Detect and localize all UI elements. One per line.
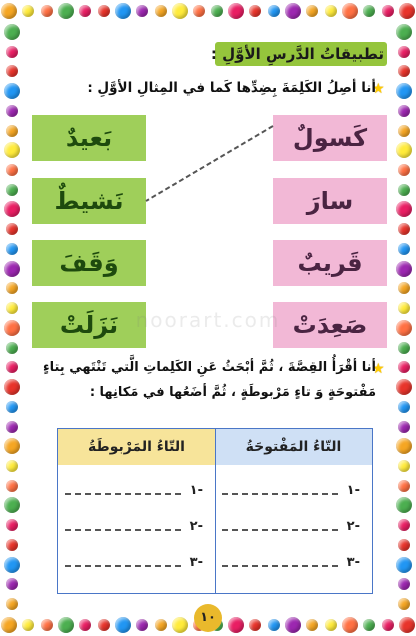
tied-taa-header: التّاءُ المَرْبوطَةُ [58, 429, 215, 465]
bead-decoration [58, 3, 74, 19]
bead-decoration [382, 619, 394, 631]
bead-decoration [398, 342, 410, 354]
bead-decoration [6, 598, 18, 610]
bead-decoration [4, 142, 20, 158]
bead-decoration [396, 201, 412, 217]
exercise1-instruction: أنا أصِلُ الكَلِمَةَ بِضِدِّها كَما في المِثالِ الأوَّلِ : [87, 80, 376, 96]
tied-taa-column [58, 429, 216, 593]
bead-decoration [4, 261, 20, 277]
bead-decoration [4, 83, 20, 99]
bead-decoration [6, 342, 18, 354]
bead-decoration [4, 24, 20, 40]
bead-decoration [398, 184, 410, 196]
bead-decoration [172, 3, 188, 19]
bead-decoration [396, 83, 412, 99]
bead-decoration [155, 619, 167, 631]
bead-decoration [6, 480, 18, 492]
bead-decoration [363, 619, 375, 631]
bead-decoration [396, 261, 412, 277]
bead-decoration [136, 5, 148, 17]
open-taa-column [215, 429, 372, 593]
bead-decoration [268, 619, 280, 631]
exercise2-instruction-line2: مَفْتوحَةٍ وَ تاءٍ مَرْبوطَةٍ ، ثُمَّ أضَعُها في مَكانِها : [89, 385, 376, 400]
bead-decoration [6, 65, 18, 77]
bead-decoration [1, 3, 17, 19]
left-word-card[interactable]: نَشيطٌ [32, 178, 146, 224]
answer-line [65, 565, 181, 567]
row-number: -١ [346, 483, 360, 498]
bead-decoration [6, 164, 18, 176]
watermark: noorart.com [135, 308, 281, 332]
bead-decoration [155, 5, 167, 17]
open-taa-header: التّاءُ المَفْتوحَةُ [215, 429, 372, 465]
bead-decoration [342, 3, 358, 19]
row-number: -٣ [346, 555, 360, 570]
answer-line [65, 493, 181, 495]
bead-decoration [342, 617, 358, 633]
bead-decoration [325, 5, 337, 17]
open-taa-answer-row[interactable] [220, 483, 360, 503]
bead-decoration [268, 5, 280, 17]
bead-decoration [98, 5, 110, 17]
tied-taa-answer-row[interactable] [63, 483, 203, 503]
bead-decoration [396, 24, 412, 40]
bead-decoration [398, 105, 410, 117]
bead-decoration [398, 243, 410, 255]
bead-decoration [4, 438, 20, 454]
bead-decoration [193, 5, 205, 17]
bead-decoration [398, 361, 410, 373]
page-number: ١٠ [194, 604, 222, 632]
bead-decoration [398, 282, 410, 294]
answer-line [222, 565, 338, 567]
row-number: -٢ [189, 519, 203, 534]
bead-decoration [382, 5, 394, 17]
bead-decoration [22, 619, 34, 631]
right-word-card[interactable]: قَريبٌ [273, 240, 387, 286]
bead-decoration [398, 125, 410, 137]
bead-decoration [41, 619, 53, 631]
bead-decoration [6, 460, 18, 472]
bead-decoration [398, 421, 410, 433]
bead-decoration [6, 125, 18, 137]
bead-decoration [396, 379, 412, 395]
bead-decoration [398, 598, 410, 610]
bead-decoration [4, 497, 20, 513]
bead-decoration [6, 184, 18, 196]
right-word-card[interactable]: كَسولٌ [273, 115, 387, 161]
bead-decoration [58, 617, 74, 633]
bead-decoration [136, 619, 148, 631]
bead-decoration [4, 557, 20, 573]
bead-decoration [228, 617, 244, 633]
bead-decoration [115, 617, 131, 633]
bead-decoration [6, 243, 18, 255]
answer-line [222, 493, 338, 495]
tied-taa-answer-row[interactable] [63, 519, 203, 539]
bead-decoration [398, 46, 410, 58]
bead-decoration [41, 5, 53, 17]
left-word-card[interactable]: وَقَفَ [32, 240, 146, 286]
bead-decoration [396, 557, 412, 573]
left-word-card[interactable]: نَزَلَتْ [32, 302, 146, 348]
bead-decoration [398, 401, 410, 413]
bead-decoration [249, 619, 261, 631]
row-number: -٢ [346, 519, 360, 534]
open-taa-answer-row[interactable] [220, 519, 360, 539]
bead-decoration [6, 539, 18, 551]
open-taa-answer-row[interactable] [220, 555, 360, 575]
bead-decoration [6, 361, 18, 373]
bead-decoration [249, 5, 261, 17]
bead-decoration [398, 164, 410, 176]
bead-decoration [306, 619, 318, 631]
bead-decoration [79, 5, 91, 17]
row-number: -١ [189, 483, 203, 498]
right-word-card[interactable]: صَعِدَتْ [273, 302, 387, 348]
bead-decoration [396, 142, 412, 158]
bead-decoration [399, 617, 415, 633]
bead-decoration [398, 480, 410, 492]
bead-decoration [285, 617, 301, 633]
bead-decoration [398, 65, 410, 77]
left-word-card[interactable]: بَعيدٌ [32, 115, 146, 161]
row-number: -٣ [189, 555, 203, 570]
star-icon: ★ [372, 361, 385, 377]
bead-decoration [6, 282, 18, 294]
bead-decoration [6, 223, 18, 235]
bead-decoration [285, 3, 301, 19]
bead-decoration [115, 3, 131, 19]
bead-decoration [306, 5, 318, 17]
right-word-card[interactable]: سارَ [273, 178, 387, 224]
exercise2-instruction-line1: أنا أقْرَأُ القِصَّةَ ، ثُمَّ أبْحَثُ عَنِ الكَلِماتِ الَّتي تَنْتَهي بِتاءٍ [42, 360, 376, 375]
bead-decoration [325, 619, 337, 631]
bead-decoration [6, 105, 18, 117]
bead-decoration [399, 3, 415, 19]
bead-decoration [6, 578, 18, 590]
bead-decoration [4, 379, 20, 395]
answer-line [65, 529, 181, 531]
bead-decoration [1, 617, 17, 633]
bead-decoration [398, 539, 410, 551]
star-icon: ★ [372, 81, 385, 97]
bead-decoration [363, 5, 375, 17]
bead-decoration [398, 519, 410, 531]
bead-decoration [6, 46, 18, 58]
bead-decoration [22, 5, 34, 17]
bead-decoration [211, 5, 223, 17]
bead-decoration [6, 401, 18, 413]
bead-decoration [398, 460, 410, 472]
bead-decoration [6, 421, 18, 433]
bead-decoration [396, 438, 412, 454]
bead-decoration [4, 201, 20, 217]
bead-decoration [98, 619, 110, 631]
bead-decoration [172, 617, 188, 633]
section-title: تطبيقاتُ الدَّرسِ الأوَّلِ : [210, 45, 384, 63]
answer-table [57, 428, 373, 594]
bead-decoration [6, 519, 18, 531]
answer-line [222, 529, 338, 531]
bead-decoration [396, 497, 412, 513]
bead-decoration [398, 578, 410, 590]
beaded-border-top [0, 0, 416, 22]
bead-decoration [79, 619, 91, 631]
tied-taa-answer-row[interactable] [63, 555, 203, 575]
bead-decoration [398, 223, 410, 235]
bead-decoration [228, 3, 244, 19]
